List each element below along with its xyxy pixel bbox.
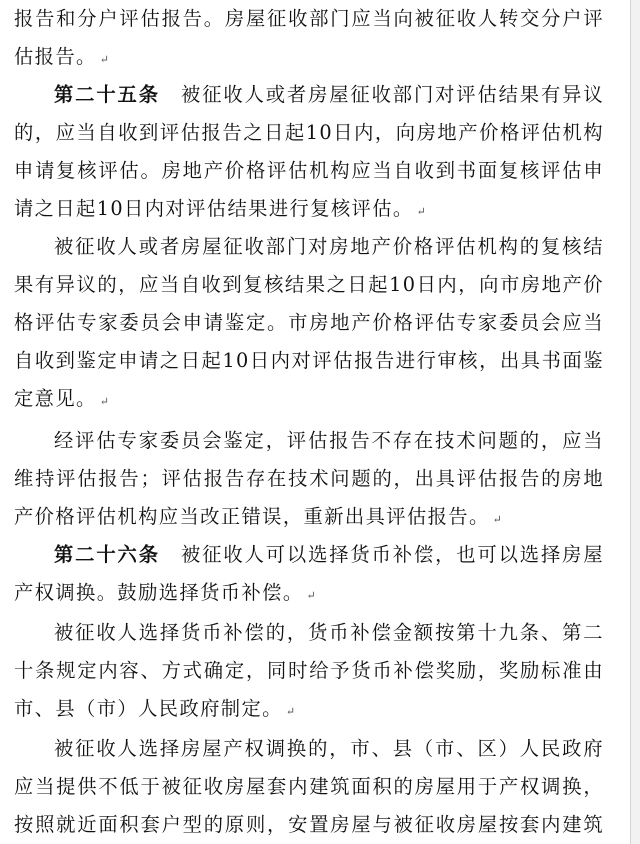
text-line [14,574,317,612]
text-line [14,0,604,38]
article-heading: 第二十六条 [54,543,160,566]
text-line [14,498,503,536]
text-line [14,266,604,304]
text-span: 产价格评估机构应当改正错误，重新出具评估报告。 [14,505,490,528]
paragraph-mark-icon: ↵ [285,705,297,718]
text-line [14,38,110,76]
text-span: 请之日起10日内对评估结果进行复核评估。 [14,197,414,220]
text-span: 市、县（市）人民政府制定。 [14,697,283,720]
text-line [14,768,604,806]
text-span: 报告和分户评估报告。房屋征收部门应当向被征收人转交分户评 [14,7,604,30]
text-span: 被征收人选择货币补偿的，货币补偿金额按第十九条、第二 [54,621,604,644]
text-span: 被征收人或者房屋征收部门对房地产价格评估机构的复核结 [54,235,604,258]
text-span: 格评估专家委员会申请鉴定。市房地产价格评估专家委员会应当 [14,311,604,334]
text-line [14,460,604,498]
paragraph-mark-icon: ↵ [492,513,504,526]
text-span: 申请复核评估。房地产价格评估机构应当自收到书面复核评估申 [14,159,604,182]
text-line [14,152,604,190]
text-line [14,304,604,342]
text-span: 定意见。 [14,387,97,410]
text-line [14,380,110,418]
text-line [54,76,604,114]
text-span: 被征收人选择房屋产权调换的，市、县（市、区）人民政府 [54,737,604,760]
paragraph-mark-icon: ↵ [99,395,111,408]
text-span: 按照就近面积套户型的原则，安置房屋与被征收房屋按套内建筑 [14,813,604,836]
text-line [14,114,604,152]
text-line [14,342,604,380]
text-line [54,730,604,768]
paragraph-mark-icon: ↵ [99,53,111,66]
text-line [14,690,296,728]
text-span: 估报告。 [14,45,97,68]
paragraph-mark-icon: ↵ [306,589,318,602]
text-span: 维持评估报告；评估报告存在技术问题的，出具评估报告的房地 [14,467,604,490]
text-span: 果有异议的，应当自收到复核结果之日起10日内，向市房地产价 [14,273,604,296]
text-span: 的，应当自收到评估报告之日起10日内，向房地产价格评估机构 [14,121,604,144]
document-page [14,0,620,844]
text-span: 被征收人可以选择货币补偿，也可以选择房屋 [159,543,605,566]
article-heading: 第二十五条 [54,83,160,106]
text-line [14,652,604,690]
text-line [54,614,604,652]
text-span: 应当提供不低于被征收房屋套内建筑面积的房屋用于产权调换， [14,775,604,798]
text-span: 产权调换。鼓励选择货币补偿。 [14,581,304,604]
text-line [54,422,604,460]
page-edge-border [630,0,640,844]
text-line [54,536,604,574]
text-line [54,228,604,266]
text-line [14,806,604,844]
text-line [14,190,427,228]
text-span: 经评估专家委员会鉴定，评估报告不存在技术问题的，应当 [54,429,604,452]
text-span: 被征收人或者房屋征收部门对评估结果有异议 [159,83,605,106]
paragraph-mark-icon: ↵ [416,205,428,218]
text-span: 十条规定内容、方式确定，同时给予货币补偿奖励，奖励标准由 [14,659,604,682]
text-span: 自收到鉴定申请之日起10日内对评估报告进行审核，出具书面鉴 [14,349,604,372]
